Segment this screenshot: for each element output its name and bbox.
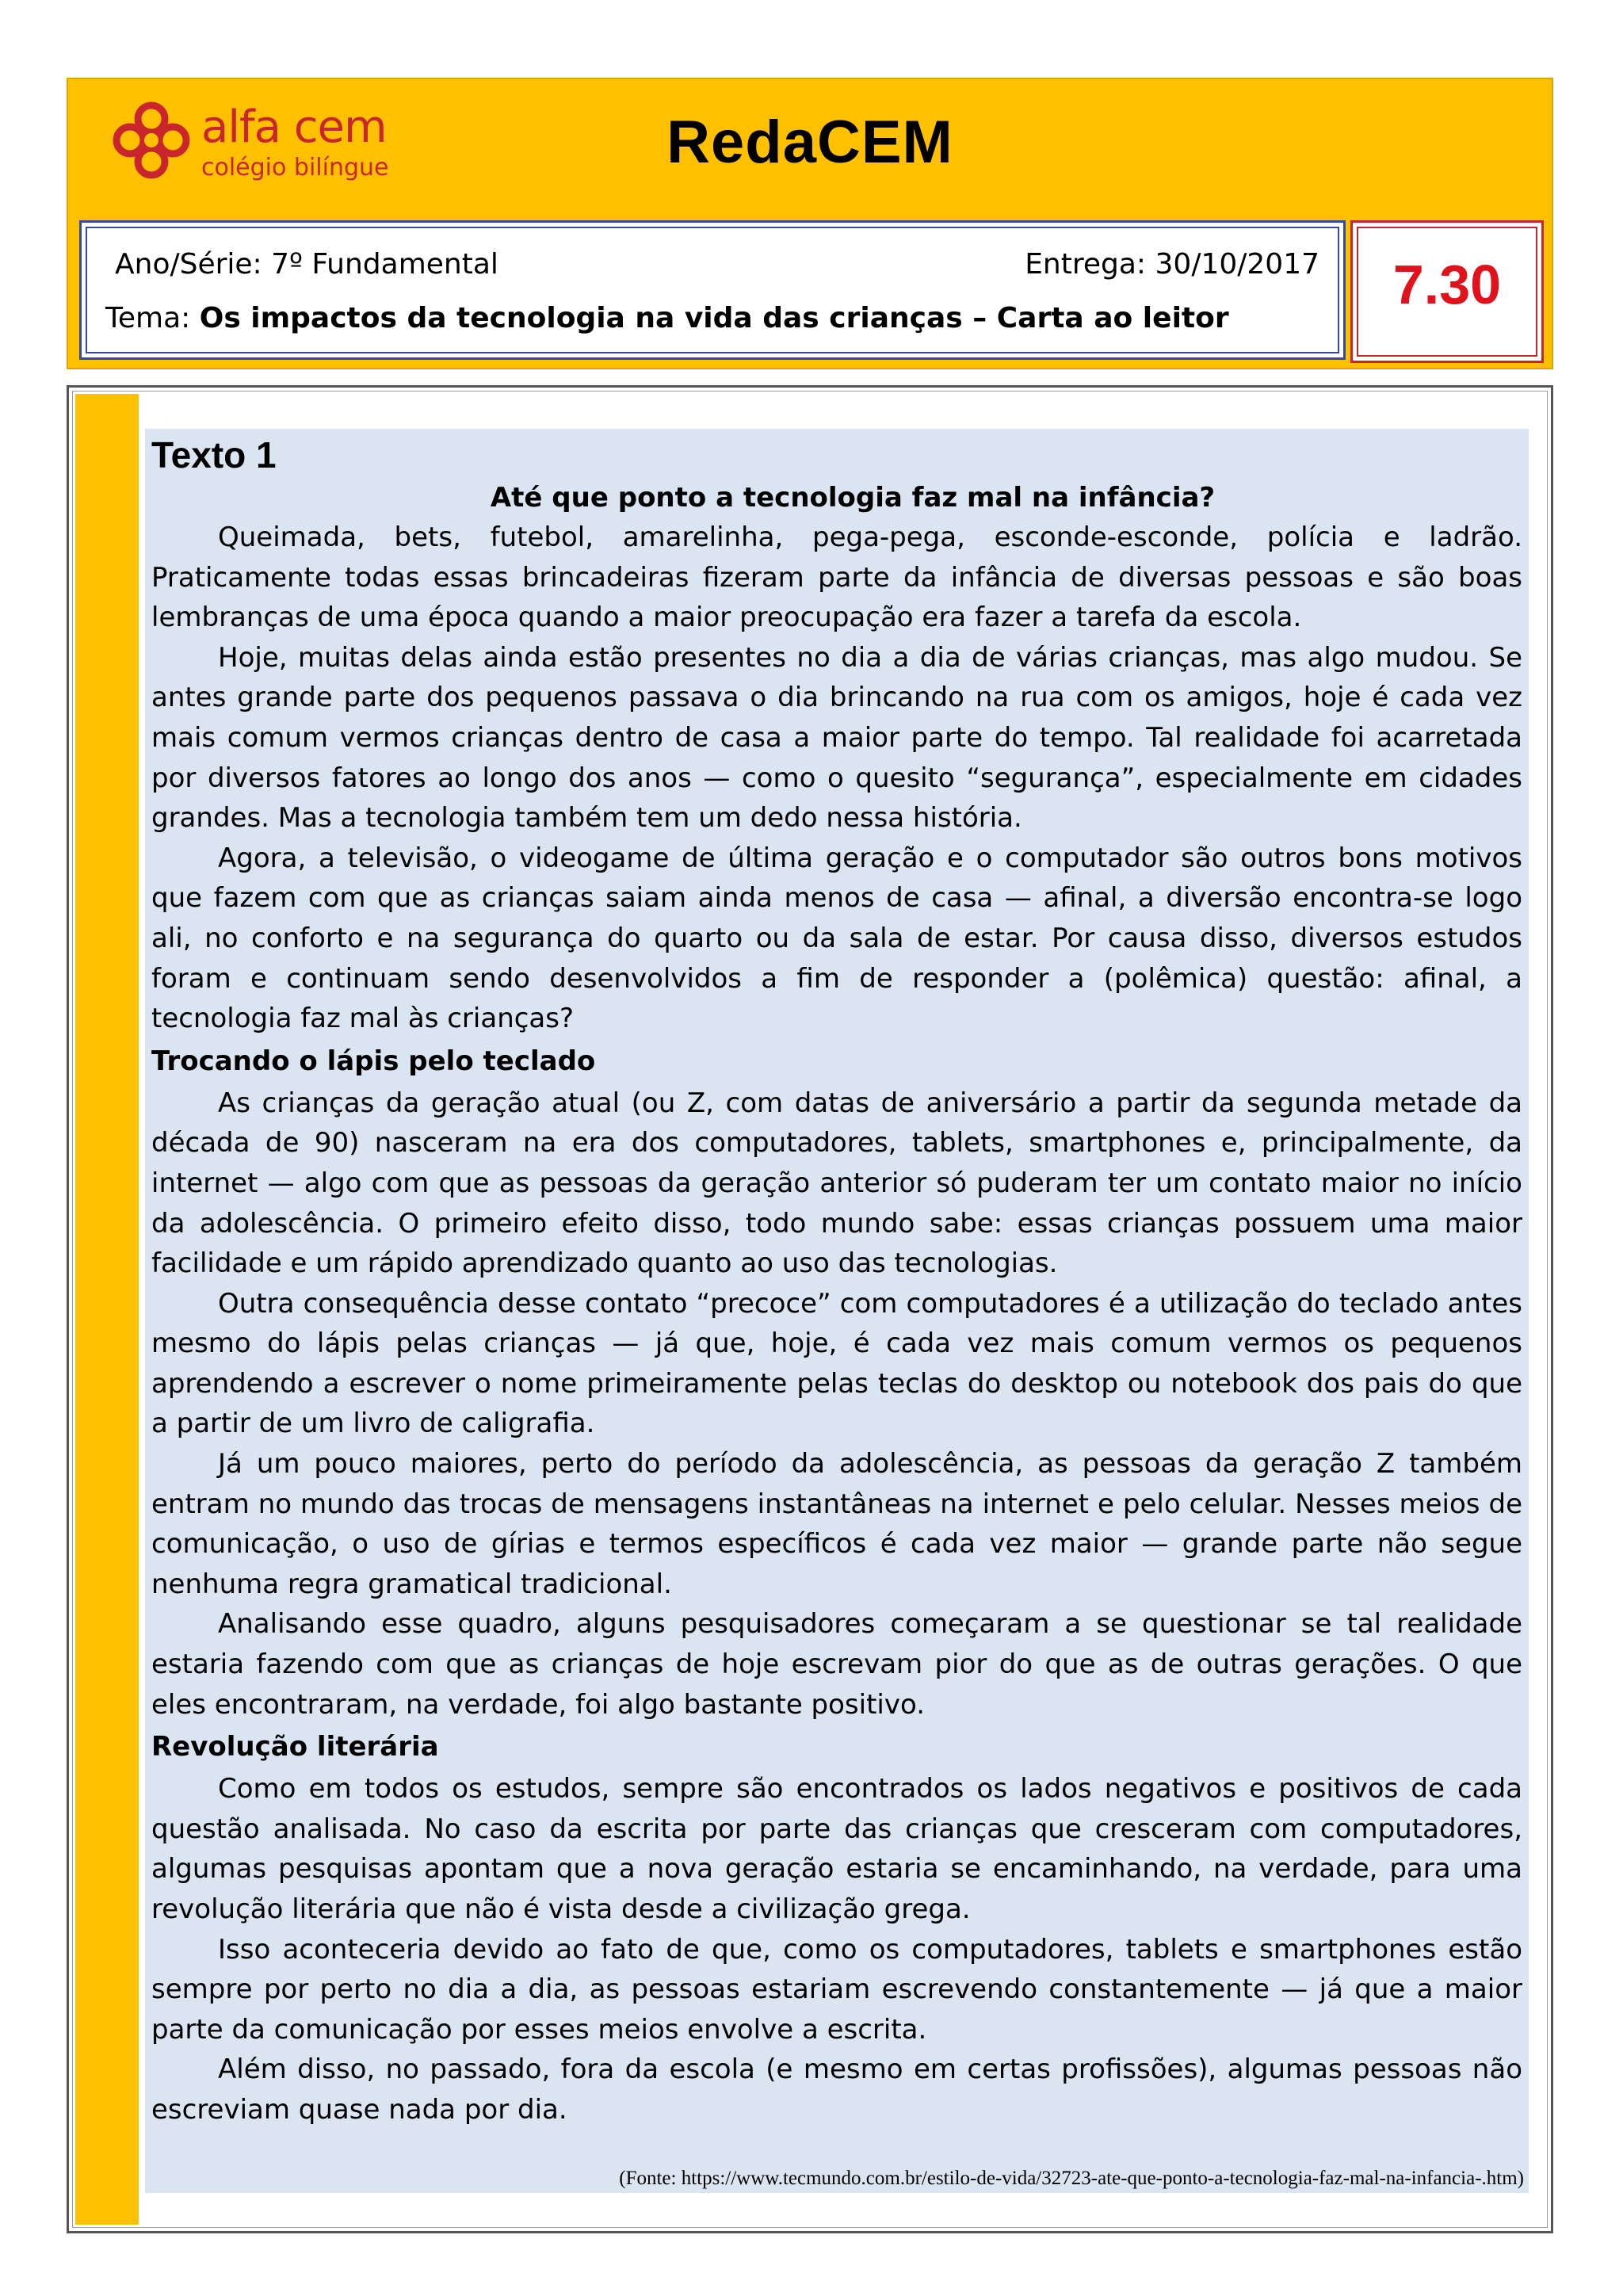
paragraph-1: Queimada, bets, futebol, amarelinha, pega-pega, esconde-esconde, polícia e ladrão. Praticamente todas essas brincadeiras fizeram parte da infância de diversas pessoas e são boas lembranças de uma época quando a maior preocupação era fazer a tarefa da escola.	[151, 521, 1522, 634]
article-title: Até que ponto a tecnologia faz mal na infância?	[490, 482, 1216, 514]
tema-line	[105, 302, 1229, 334]
text-panel	[145, 429, 1529, 2193]
entrega-text: Entrega: 30/10/2017	[1025, 248, 1319, 281]
source-citation: (Fonte: https://www.tecmundo.com.br/estilo-de-vida/32723-ate-que-ponto-a-tecnologia-faz-mal-na-infancia-.htm)	[619, 2168, 1524, 2189]
paragraph-4: As crianças da geração atual (ou Z, com datas de aniversário a partir da segunda metade da década de 90) nasceram na era dos computadores, tablets, smartphones e, principalmente, da internet — algo com que as pessoas da geração anterior só puderam ter um contato maior no início da adolescência. O primeiro efeito disso, todo mundo sabe: essas crianças possuem uma maior facilidade e um rápido aprendizado quanto ao uso das tecnologias.	[151, 1087, 1522, 1280]
code-number: 7.30	[1392, 254, 1502, 315]
logo-name: alfa cem	[201, 101, 387, 153]
paragraph-8: Como em todos os estudos, sempre são encontrados os lados negativos e positivos de cada questão analisada. No caso da escrita por parte das crianças que cresceram com computadores, algumas pesquisas apontam que a nova geração estaria se encaminhando, na verdade, para uma revolução literária que não é vista desde a civilização grega.	[151, 1773, 1522, 1925]
paragraph-10: Além disso, no passado, fora da escola (e mesmo em certas profissões), algumas pessoas não escreviam quase nada por dia.	[151, 2053, 1522, 2126]
serie-text: Ano/Série: 7º Fundamental	[115, 248, 498, 281]
content-frame	[67, 385, 1553, 2233]
paragraph-3: Agora, a televisão, o videogame de última geração e o computador são outros bons motivos que fazem com que as crianças saiam ainda menos de casa — afinal, a diversão encontra-se logo ali, no conforto e na segurança do quarto ou da sala de estar. Por causa disso, diversos estudos foram e continuam sendo desenvolvidos a fim de responder a (polêmica) questão: afinal, a tecnologia faz mal às crianças?	[151, 842, 1522, 1035]
yellow-side-strip	[75, 394, 139, 2225]
page-title: RedaCEM	[666, 109, 953, 176]
code-box	[1350, 220, 1544, 363]
paragraph-7: Analisando esse quadro, alguns pesquisadores começaram a se questionar se tal realidade estaria fazendo com que as crianças de hoje escrevam pior do que as de outras gerações. O que eles encontraram, na verdade, foi algo bastante positivo.	[151, 1608, 1522, 1721]
info-box	[79, 220, 1346, 360]
logo-subtitle: colégio bilíngue	[201, 154, 389, 181]
paragraph-9: Isso aconteceria devido ao fato de que, como os computadores, tablets e smartphones estão sempre por perto no dia a dia, as pessoas estariam escrevendo constantemente — já que a maior parte da comunicação por esses meios envolve a escrita.	[151, 1933, 1522, 2046]
paragraph-2: Hoje, muitas delas ainda estão presentes no dia a dia de várias crianças, mas algo mudou. Se antes grande parte dos pequenos passava o dia brincando na rua com os amigos, hoje é cada vez mais comum vermos crianças dentro de casa a maior parte do tempo. Tal realidade foi acarretada por diversos fatores ao longo dos anos — como o quesito “segurança”, especialmente em cidades grandes. Mas a tecnologia também tem um dedo nessa história.	[151, 641, 1522, 835]
info-line-1	[115, 248, 1319, 281]
tema-value: Os impactos da tecnologia na vida das crianças – Carta ao leitor	[199, 302, 1229, 334]
paragraph-5: Outra consequência desse contato “precoce” com computadores é a utilização do teclado antes mesmo do lápis pelas crianças — já que, hoje, é cada vez mais comum vermos os pequenos aprendendo a escrever o nome primeiramente pelas teclas do desktop ou notebook dos pais do que a partir de um livro de caligrafia.	[151, 1287, 1522, 1440]
header-banner	[67, 78, 1553, 369]
tema-label: Tema:	[105, 302, 191, 334]
subheading-2: Revolução literária	[151, 1731, 439, 1763]
texto-label: Texto 1	[151, 434, 277, 476]
paragraph-6: Já um pouco maiores, perto do período da adolescência, as pessoas da geração Z também entram no mundo das trocas de mensagens instantâneas na internet e pelo celular. Nesses meios de comunicação, o uso de gírias e termos específicos é cada vez maior — grande parte não segue nenhuma regra gramatical tradicional.	[151, 1448, 1522, 1600]
subheading-1: Trocando o lápis pelo teclado	[151, 1045, 596, 1077]
